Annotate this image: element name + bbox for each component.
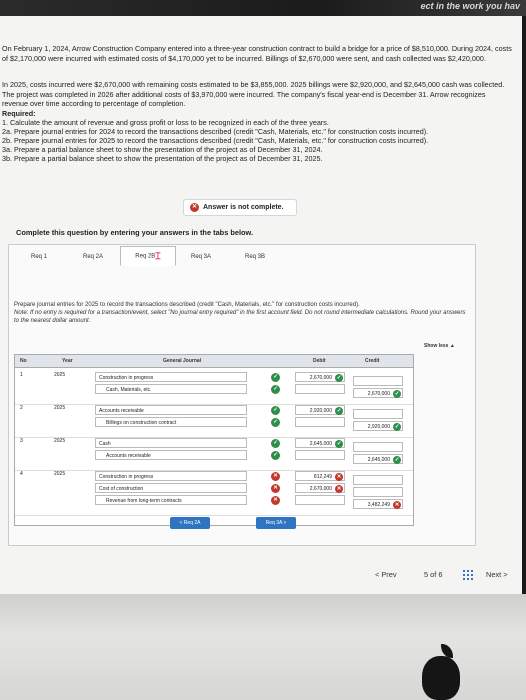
next-tab-button[interactable]: Req 3A >: [256, 517, 296, 529]
error-icon: ✕: [336, 474, 342, 480]
debit-field[interactable]: [295, 495, 345, 505]
req-2b-text: 2b. Prepare journal entries for 2025 to record the transactions described (credit "Cash, Materials, etc." for construction costs incurred).: [2, 136, 429, 145]
error-icon: ✕: [191, 203, 198, 210]
credit-field[interactable]: [353, 421, 403, 431]
tab-req-2a[interactable]: Req 2A: [82, 254, 103, 260]
error-icon: ✕: [336, 486, 342, 492]
header-year: Year: [62, 358, 73, 364]
debit-field[interactable]: [295, 405, 345, 415]
error-icon: ✕: [271, 496, 280, 505]
account-field[interactable]: Construction in progress: [95, 471, 247, 481]
account-field[interactable]: Construction in progress: [95, 372, 247, 382]
entry-year: 2025: [54, 438, 66, 444]
debit-value: 812,249: [313, 474, 332, 480]
credit-field[interactable]: [353, 475, 403, 485]
account-field[interactable]: Cost of construction: [95, 483, 247, 493]
show-less-toggle[interactable]: Show less ▲: [424, 343, 455, 349]
credit-field[interactable]: [353, 388, 403, 398]
header-corner-text: ect in the work you hav: [420, 1, 520, 11]
credit-field[interactable]: [353, 454, 403, 464]
tab-req-2b-label: Req 2B: [135, 253, 156, 260]
journal-header: [15, 355, 413, 368]
credit-field[interactable]: [353, 409, 403, 419]
req-3b-text: 3b. Prepare a partial balance sheet to show the presentation of the project as of December 31, 2025.: [2, 154, 323, 163]
header-general-journal: General Journal: [163, 358, 202, 364]
apple-logo-icon: [422, 656, 460, 700]
journal-entry: [15, 403, 413, 438]
account-field[interactable]: Cash: [95, 438, 247, 448]
credit-value: 2,920,000: [367, 424, 390, 430]
required-label: Required:: [2, 109, 36, 118]
check-icon: ✓: [271, 418, 280, 427]
debit-value: 2,920,000: [309, 408, 332, 414]
next-button[interactable]: Next >: [486, 570, 508, 579]
tab-req-2b[interactable]: [120, 246, 176, 266]
grid-icon[interactable]: [463, 570, 473, 580]
debit-field[interactable]: [295, 483, 345, 493]
check-icon: ✓: [336, 375, 342, 381]
header-debit: Debit: [313, 358, 326, 364]
check-icon: ✓: [271, 385, 280, 394]
tab-req-1[interactable]: Req 1: [30, 254, 47, 260]
entry-number: 4: [20, 471, 23, 477]
check-icon: ✓: [394, 457, 400, 463]
credit-field[interactable]: [353, 442, 403, 452]
entry-number: 2: [20, 405, 23, 411]
req-2a-text: 2a. Prepare journal entries for 2024 to record the transactions described (credit "Cash, Materials, etc." for construction costs incurred).: [2, 127, 429, 136]
check-icon: ✓: [271, 373, 280, 382]
account-field[interactable]: Revenue from long-term contracts: [95, 495, 247, 505]
check-icon: ✓: [271, 451, 280, 460]
debit-field[interactable]: [295, 384, 345, 394]
check-icon: ✓: [336, 441, 342, 447]
problem-para-1: On February 1, 2024, Arrow Construction Company entered into a three-year construction contract to build a bridge for a price of $8,510,000. During 2024, costs of $2,170,000 were incurred with estimated costs of $4,170,000 yet to be incurred. Billings of $2,670,000 were sent, and cash collected was $2,420,000.: [2, 44, 512, 63]
credit-field[interactable]: [353, 487, 403, 497]
entry-year: 2025: [54, 405, 66, 411]
credit-field[interactable]: [353, 376, 403, 386]
account-field[interactable]: Accounts receivable: [95, 405, 247, 415]
journal-entry: [15, 436, 413, 471]
instructions: [14, 301, 466, 325]
error-icon: ✕: [271, 472, 280, 481]
credit-value: 2,645,000: [367, 457, 390, 463]
error-icon: ✕: [394, 502, 400, 508]
instruction-main: Prepare journal entries for 2025 to record the transactions described (credit "Cash, Materials, etc." for construction costs incurred).: [14, 302, 360, 308]
debit-field[interactable]: [295, 471, 345, 481]
debit-field[interactable]: [295, 450, 345, 460]
check-icon: ✓: [336, 408, 342, 414]
header-no: No: [20, 358, 27, 364]
credit-value: 3,482,249: [367, 502, 390, 508]
tab-req-3a[interactable]: Req 3A: [190, 254, 211, 260]
entry-year: 2025: [54, 471, 66, 477]
check-icon: ✓: [271, 406, 280, 415]
req-3a-text: 3a. Prepare a partial balance sheet to show the presentation of the project as of December 31, 2024.: [2, 145, 323, 154]
check-icon: ✓: [394, 391, 400, 397]
entry-year: 2025: [54, 372, 66, 378]
complete-instruction: Complete this question by entering your answers in the tabs below.: [16, 228, 254, 237]
account-field[interactable]: Billings on construction contract: [95, 417, 247, 427]
debit-value: 2,670,000: [309, 375, 332, 381]
check-icon: ✓: [394, 424, 400, 430]
instruction-note: Note: If no entry is required for a transaction/event, select "No journal entry required" in the first account field. Do not round intermediate calculations. Round your answers to the nearest dollar amount.: [14, 310, 466, 324]
page-indicator: 5 of 6: [424, 570, 443, 579]
debit-field[interactable]: [295, 438, 345, 448]
credit-field[interactable]: [353, 499, 403, 509]
mouse-cursor-icon: ⌶: [155, 251, 161, 261]
account-field[interactable]: Accounts receivable: [95, 450, 247, 460]
header-credit: Credit: [365, 358, 380, 364]
req-1-text: 1. Calculate the amount of revenue and gross profit or loss to be recognized in each of the three years.: [2, 118, 329, 127]
answer-status-banner: [183, 199, 297, 216]
check-icon: ✓: [271, 439, 280, 448]
debit-field[interactable]: [295, 417, 345, 427]
debit-value: 2,670,000: [309, 486, 332, 492]
journal-table: [14, 354, 414, 526]
problem-para-2: In 2025, costs incurred were $2,670,000 with remaining costs estimated to be $3,855,000. 2025 billings were $2,920,000, and $2,645,000 cash was collected. The project was completed in 2026 after additional costs of $3,970,000 were incurred. The company's fiscal year-end is December 31. Arrow recognizes revenue over time according to percentage of completion.: [2, 80, 505, 109]
credit-value: 2,670,000: [367, 391, 390, 397]
tab-req-3b[interactable]: Req 3B: [244, 254, 265, 260]
journal-entry: [15, 370, 413, 405]
debit-field[interactable]: [295, 372, 345, 382]
answer-status-text: Answer is not complete.: [203, 204, 284, 211]
error-icon: ✕: [271, 484, 280, 493]
prev-tab-button[interactable]: < Req 2A: [170, 517, 210, 529]
entry-number: 1: [20, 372, 23, 378]
entry-number: 3: [20, 438, 23, 444]
prev-button[interactable]: < Prev: [375, 570, 397, 579]
account-field[interactable]: Cash, Materials, etc.: [95, 384, 247, 394]
journal-entry: [15, 469, 413, 516]
screen-top-bar: [0, 0, 526, 16]
debit-value: 2,645,000: [309, 441, 332, 447]
